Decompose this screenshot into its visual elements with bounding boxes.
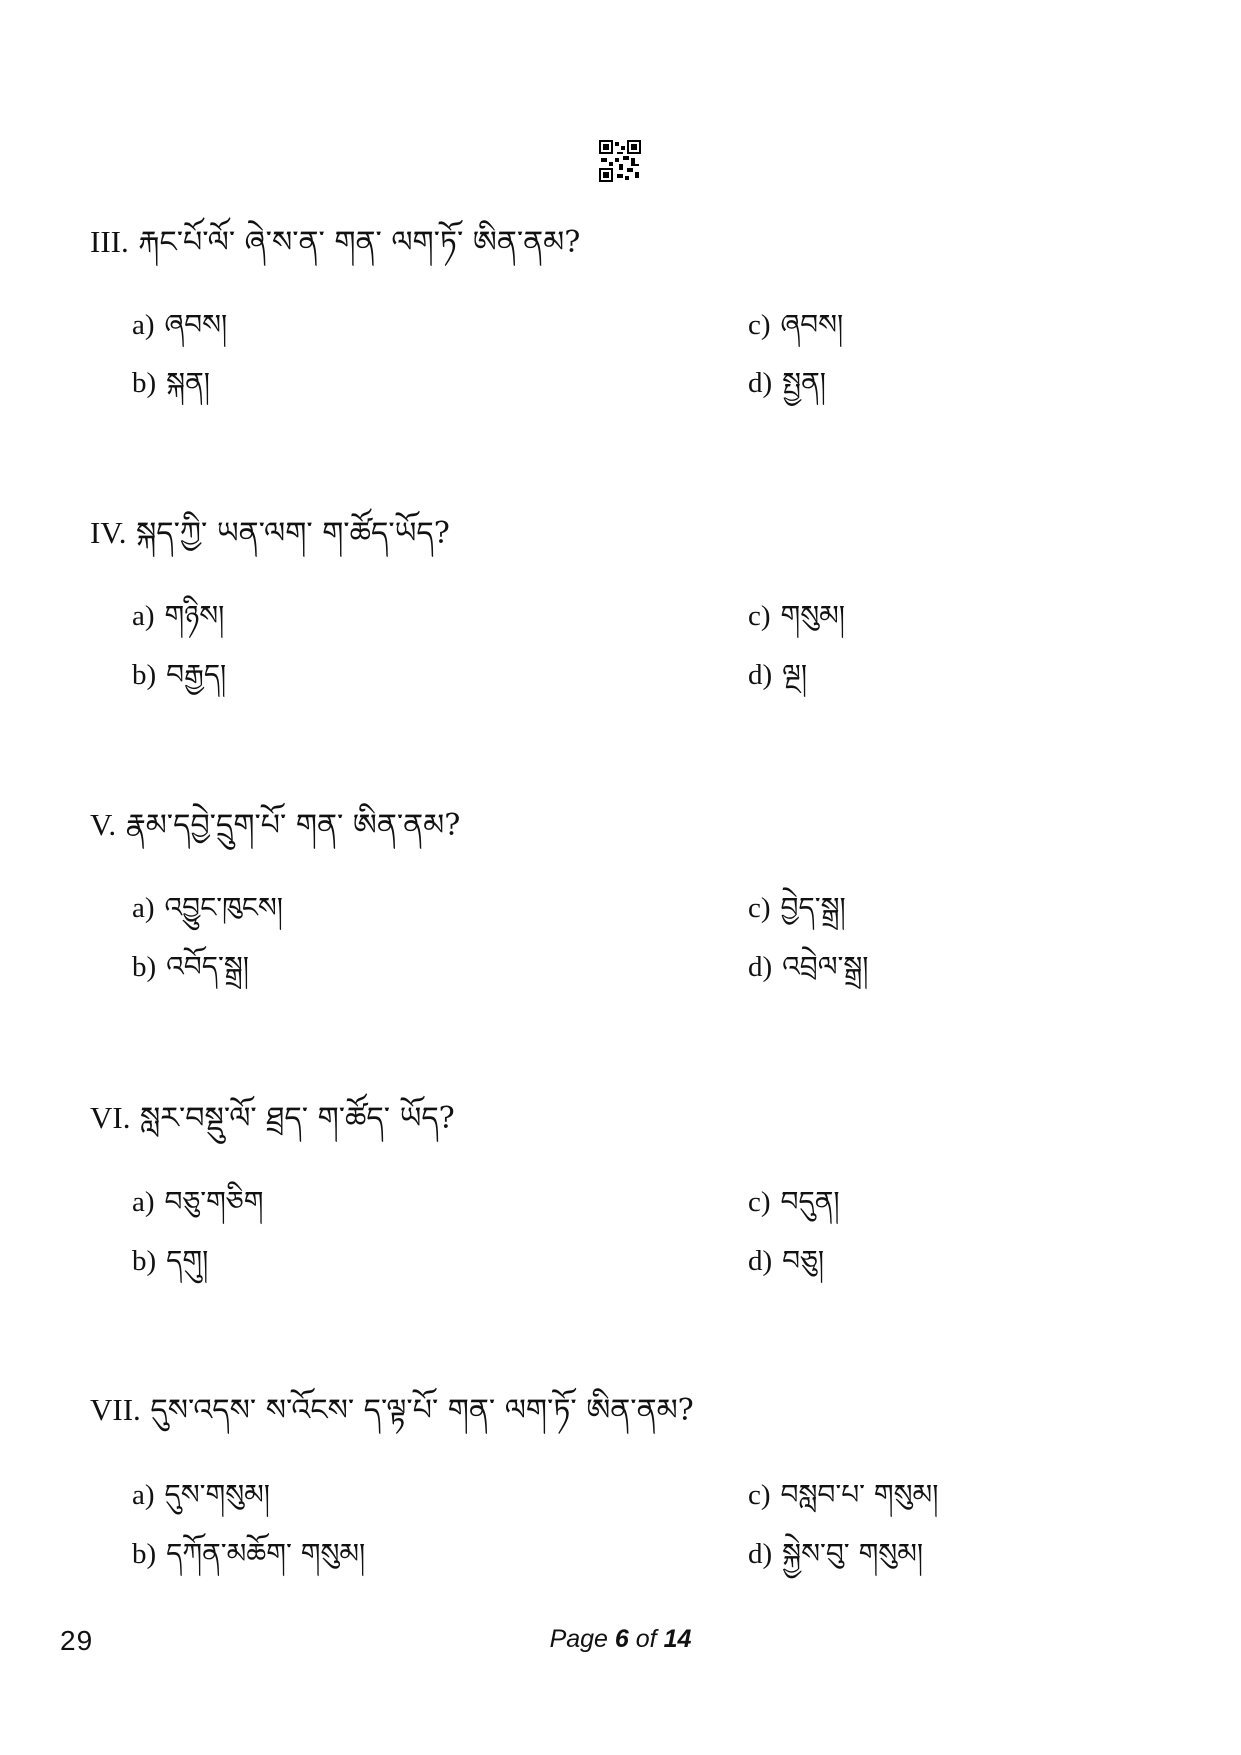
option-c: c) བདུན། bbox=[748, 1185, 840, 1218]
question-vi bbox=[90, 1098, 455, 1139]
question-v bbox=[90, 805, 460, 846]
question-text: སླར་བསྡུ་ལོ་ ཐྲད་ ག་ཚོད་ ཡོད? bbox=[140, 1101, 455, 1136]
question-number: VII. bbox=[90, 1392, 141, 1427]
question-text: རྐང་པོ་ལོ་ ཞེ་ས་ན་ གན་ ལག་ཏོ་ ཨིན་ནམ? bbox=[138, 225, 581, 260]
footer-code: 29 bbox=[60, 1625, 94, 1656]
option-d: d) སྤྱན། bbox=[748, 366, 826, 399]
question-text: རྣམ་དབྱེ་དྲུག་པོ་ གན་ ཨིན་ནམ? bbox=[125, 808, 461, 843]
question-vii bbox=[90, 1390, 694, 1431]
option-d: d) ལྔ། bbox=[748, 658, 808, 691]
question-iv bbox=[90, 513, 450, 554]
question-text: དུས་འདས་ ས་འོངས་ ད་ལྟ་པོ་ གན་ ལག་ཏོ་ ཨིན་ནམ? bbox=[150, 1393, 694, 1428]
option-d: d) སྐྱེས་བུ་ གསུམ། bbox=[748, 1537, 924, 1570]
option-c: c) ཞབས། bbox=[748, 308, 844, 341]
option-a: a) ཞབས། bbox=[132, 308, 228, 341]
question-number: III. bbox=[90, 224, 129, 259]
page-indicator: Page 6 of 14 bbox=[549, 1625, 692, 1653]
question-text: སྐད་ཀྱི་ ཡན་ལག་ ག་ཚོད་ཡོད? bbox=[136, 516, 450, 551]
option-a: a) དུས་གསུམ། bbox=[132, 1478, 271, 1511]
option-b: b) བརྒྱད། bbox=[132, 658, 227, 691]
option-a: a) འབྱུང་ཁུངས། bbox=[132, 891, 284, 924]
option-b: b) འབོད་སྒྲ། bbox=[132, 950, 249, 983]
option-a: a) གཉིས། bbox=[132, 599, 225, 632]
option-c: c) གསུམ། bbox=[748, 599, 846, 632]
question-number: IV. bbox=[90, 515, 127, 550]
option-a: a) བཅུ་གཅིག bbox=[132, 1185, 264, 1218]
question-iii bbox=[90, 222, 580, 263]
option-d: d) བཅུ། bbox=[748, 1244, 825, 1277]
option-c: c) བསླབ་པ་ གསུམ། bbox=[748, 1478, 939, 1511]
option-c: c) བྱེད་སྒྲ། bbox=[748, 891, 846, 924]
question-number: V. bbox=[90, 807, 117, 842]
option-b: b) དགུ། bbox=[132, 1244, 209, 1277]
question-number: VI. bbox=[90, 1100, 131, 1135]
option-b: b) དཀོན་མཆོག་ གསུམ། bbox=[132, 1537, 366, 1570]
option-d: d) འབྲེལ་སྒྲ། bbox=[748, 950, 869, 983]
option-b: b) སྐན། bbox=[132, 366, 210, 399]
qr-code-icon bbox=[599, 140, 641, 182]
